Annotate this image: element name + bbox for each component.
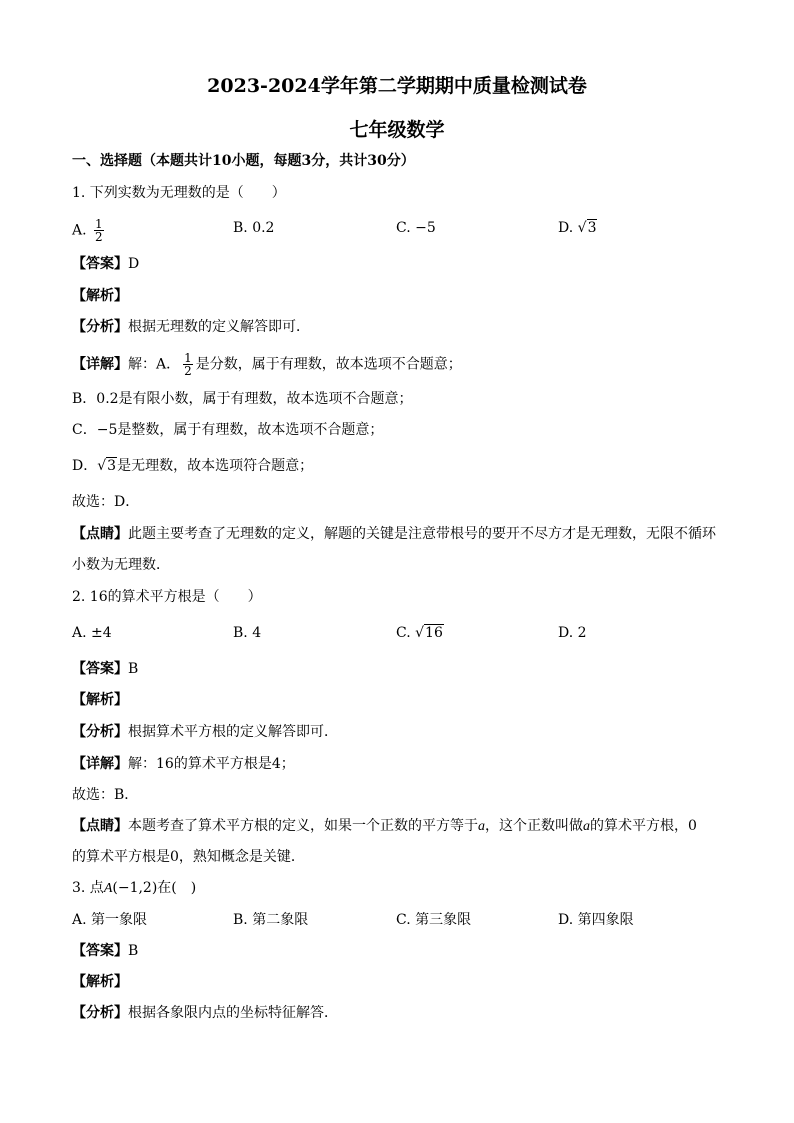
q2-option-a: A. ±4: [72, 625, 112, 641]
q1-analysis-tag: 【解析】: [72, 288, 128, 304]
q2-choice: 故选：B．: [72, 787, 139, 803]
q1-detail-b: B．0.2是有限小数，属于有理数，故本选项不合题意；: [72, 391, 413, 407]
fraction: $\frac{1}{2}$: [95, 217, 103, 244]
q1-option-d: D. √3: [558, 220, 597, 236]
q2-option-d: D. 2: [558, 625, 587, 641]
q3-option-a: A. 第一象限: [72, 912, 148, 928]
q1-detail-a: 【详解】解：A． $\frac{1}{2}$ 是分数，属于有理数，故本选项不合题意；: [72, 351, 462, 378]
q2-detail: 【详解】解：16的算术平方根是4；: [72, 756, 295, 772]
q1-option-a: A. $\frac{1}{2}$: [72, 217, 103, 244]
q3-answer: 【答案】B: [72, 943, 139, 959]
q1-option-b: B. 0.2: [233, 220, 275, 236]
question-3-stem: 3. 点A(−1,2)在( ): [72, 880, 197, 896]
page-subtitle: 七年级数学: [349, 119, 445, 141]
section-heading: 一、选择题（本题共计10小题，每题3分，共计30分）: [72, 153, 415, 169]
sqrt-symbol: √3: [577, 220, 597, 236]
q3-fenxi: 【分析】根据各象限内点的坐标特征解答．: [72, 1005, 338, 1021]
q1-comment-1: 【点睛】此题主要考查了无理数的定义，解题的关键是注意带根号的要开不尽方才是无理数，无限不循环: [72, 526, 716, 542]
q2-fenxi: 【分析】根据算术平方根的定义解答即可．: [72, 724, 338, 740]
fraction: $\frac{1}{2}$: [184, 351, 192, 378]
q2-option-b: B. 4: [233, 625, 262, 641]
question-1-stem: 1. 下列实数为无理数的是（ ）: [72, 185, 286, 201]
question-2-stem: 2. 16的算术平方根是（ ）: [72, 589, 262, 605]
sqrt-symbol: √16: [415, 625, 443, 641]
q1-detail-d: D．√3是无理数，故本选项符合题意；: [72, 458, 314, 474]
q1-comment-2: 小数为无理数．: [72, 557, 170, 573]
q2-comment-2: 的算术平方根是0，熟知概念是关键．: [72, 849, 305, 865]
q2-comment-1: 【点睛】本题考查了算术平方根的定义，如果一个正数的平方等于a，这个正数叫做a的算术平方根，0: [72, 818, 697, 834]
q1-option-c: C. −5: [396, 220, 436, 236]
q2-option-c: C. √16: [396, 625, 443, 641]
sqrt-symbol: √3: [97, 458, 117, 474]
q3-option-b: B. 第二象限: [233, 912, 309, 928]
q1-choice: 故选：D．: [72, 494, 140, 510]
q3-option-c: C. 第三象限: [396, 912, 472, 928]
page-title: 2023-2024学年第二学期期中质量检测试卷: [207, 75, 587, 97]
q3-option-d: D. 第四象限: [558, 912, 634, 928]
q1-fenxi: 【分析】根据无理数的定义解答即可．: [72, 319, 310, 335]
q2-analysis-tag: 【解析】: [72, 692, 128, 708]
q2-answer: 【答案】B: [72, 661, 139, 677]
q3-analysis-tag: 【解析】: [72, 974, 128, 990]
q1-answer: 【答案】D: [72, 256, 140, 272]
q1-detail-c: C．−5是整数，属于有理数，故本选项不合题意；: [72, 422, 384, 438]
